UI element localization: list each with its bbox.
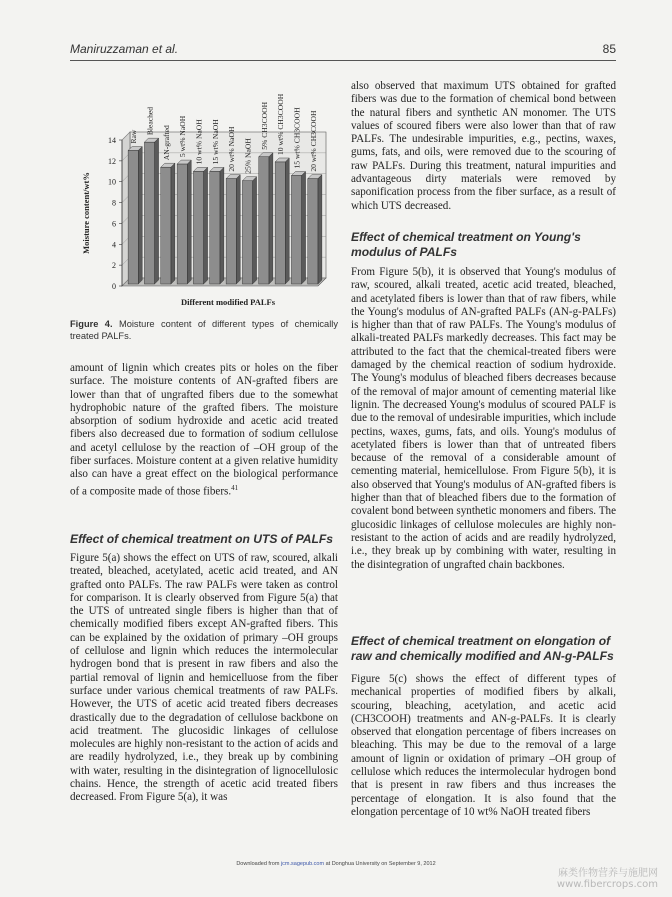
right-paragraph-2: From Figure 5(b), it is observed that Young's modulus of raw, scoured, alkali treated, acetic acid treated, bleached, and acetylated fibers is lower than that of raw fibers, while the Young's modulus of AN-grafted PALFs (AN-g-PALFs) is higher than that of raw PALFs. The Young's modulus of alkali-treated PALFs markedly decreases. This fact may be attributed to the fact that the chemical-treated fibers were damaged by the chemical reaction of sodium hydroxide. The Young's modulus of bleached fibers decreases because of the removal of major amount of cementing material like lignin. The decreased Young's modulus of scoured PALF is due to the removal of undesirable impurities, which include pectins, waxes, gums, fats, and oils. Young's modulus of acetylated fibers is lower than that of untreated fibers because of the removal of a considerable amount of cementing material, hemicellulose. From Figure 5(b), it is also observed that Young's modulus of AN-grafted fibers is higher than that of bleached fibers due to the formation of covalent bond between synthetic monomers and fibers. The glucosidic linkages of cellulose molecules are highly non-resistant to the action of acids and are readily hydrolyzed, i.e., they break up by combining with water, resulting in the disintegration of ungrafted chain backbones. bbox=[351, 266, 616, 571]
left-column bbox=[70, 362, 338, 499]
bar bbox=[275, 162, 285, 284]
figure-caption bbox=[70, 318, 338, 342]
bar bbox=[242, 181, 252, 284]
section-heading-elongation: Effect of chemical treatment on elongation of raw and chemically modified and AN-g-PALFs bbox=[351, 634, 614, 663]
citation-41: 41 bbox=[231, 483, 239, 492]
category-label: 5 wt% NaOH bbox=[178, 115, 188, 158]
header-rule bbox=[70, 60, 616, 61]
bar-side bbox=[269, 153, 273, 284]
right-paragraph-3: Figure 5(c) shows the effect of different types of mechanical properties of modified fibers by alkali, scouring, bleaching, acetylation, and acetic acid (CH3COOH) treatments and AN-g-PALFs. It is clearly observed that elongation percentage of fibers increases on bleaching. This may be due to the removal of a large amount of lignin or oxidation of primary –OH group of cellulose which reduces the intermolecular hydrogen bond that is present in raw fibers and thus increases the percentage of elongation. It is also found that the elongation percentage of 10 wt% NaOH treated fibers bbox=[351, 673, 616, 818]
category-label: AN-grafted bbox=[161, 125, 171, 161]
y-tick-label: 2 bbox=[112, 261, 116, 271]
right-column-3 bbox=[351, 673, 616, 819]
category-label: Raw bbox=[129, 129, 139, 144]
category-label: 10 wt% CH3COOH bbox=[276, 93, 286, 155]
bar-side bbox=[138, 147, 142, 284]
category-label: 15 wt% CH3COOH bbox=[292, 107, 302, 169]
y-tick-label: 12 bbox=[108, 156, 116, 166]
running-head-author: Maniruzzaman et al. bbox=[70, 42, 179, 56]
watermark bbox=[557, 868, 658, 890]
y-tick-label: 4 bbox=[112, 240, 116, 250]
category-label: 5% CH3COOH bbox=[259, 101, 269, 150]
bar-side bbox=[318, 175, 322, 284]
y-axis-title: Moisture content/wt% bbox=[81, 172, 91, 254]
bar bbox=[291, 176, 301, 284]
category-label: 10 wt% NaOH bbox=[194, 119, 204, 165]
category-label: 15 wt% NaOH bbox=[210, 119, 220, 165]
bar-side bbox=[171, 163, 175, 284]
page-number: 85 bbox=[602, 42, 616, 56]
category-label: Bleached bbox=[145, 106, 155, 136]
bar-side bbox=[285, 158, 289, 284]
right-column bbox=[351, 80, 616, 213]
bar-side bbox=[220, 167, 224, 284]
bar bbox=[193, 171, 203, 284]
x-axis-title: Different modified PALFs bbox=[180, 297, 276, 307]
bar-side bbox=[187, 160, 191, 284]
download-footer: Downloaded from jcm.sagepub.com at Donghua University on September 9, 2012 bbox=[236, 861, 436, 867]
y-tick-label: 10 bbox=[108, 177, 116, 187]
y-tick-label: 6 bbox=[112, 219, 116, 229]
bar bbox=[177, 164, 187, 284]
category-label: 20 wt% NaOH bbox=[227, 126, 237, 172]
section-heading-youngs-modulus: Effect of chemical treatment on Young's modulus of PALFs bbox=[351, 230, 581, 259]
left-paragraph-1: amount of lignin which creates pits or holes on the fiber surface. The moisture contents of AN-grafted fibers are lower than that of ungrafted fibers due to the somewhat hydrophobic nature of the grafted fibers. The moisture absorption of sodium hydroxide and acetic acid treated fibers also decreased due to formation of sodium cellulose and acetyl cellulose by the reaction of –OH group of the fiber surfaces. Moisture content at a given relative humidity also can have a great effect on the biological performance of a composite made of those fibers.$^{41}$ bbox=[70, 362, 338, 498]
bar-side bbox=[253, 177, 257, 284]
y-tick-label: 8 bbox=[112, 198, 116, 208]
bar bbox=[259, 157, 269, 284]
bar bbox=[128, 151, 138, 284]
bar bbox=[308, 179, 318, 284]
y-tick-label: 0 bbox=[112, 282, 116, 291]
left-column-2 bbox=[70, 552, 338, 805]
bar bbox=[144, 142, 154, 284]
bar-side bbox=[155, 138, 159, 284]
figure-caption-label: Figure 4. bbox=[70, 319, 113, 329]
bar-side bbox=[236, 175, 240, 284]
y-tick-label: 14 bbox=[108, 136, 116, 145]
right-column-2 bbox=[351, 266, 616, 572]
category-label: 20 wt% CH3COOH bbox=[308, 110, 318, 172]
moisture-bar-chart bbox=[78, 70, 338, 314]
bar bbox=[210, 171, 220, 284]
bar bbox=[161, 167, 171, 284]
watermark-line-2: www.fibercrops.com bbox=[556, 879, 658, 890]
bar-side bbox=[204, 167, 208, 284]
right-paragraph-1: also observed that maximum UTS obtained for grafted fibers was due to the formation of chemical bond between the natural fibers and synthetic AN monomer. The UTS values of scoured fibers were also lower than that of raw PALFs. The undesirable impurities, e.g., pectins, waxes, gums, fats, and oils, were removed due to the scouring of raw PALFs. During this treatment, natural impurities and advantageous dirty materials were removed by saponification process from the fiber surface, as a result of which UTS decreased. bbox=[351, 80, 616, 212]
category-label: 25% NaOH bbox=[243, 138, 253, 174]
journal-link[interactable]: jcm.sagepub.com bbox=[280, 861, 325, 867]
left-paragraph-2: Figure 5(a) shows the effect on UTS of raw, scoured, alkali treated, bleached, acetylated, acetic acid treated, and AN grafted onto PALFs. The raw PALFs were taken as control for comparison. It is clearly observed from Figure 5(a) that the UTS of untreated single fibers is higher than that of chemically modified fibers except AN-grafted fibers. This can be explained by the oxidation of primary –OH groups of cellulose and lignin which reduces the intermolecular hydrogen bond that is present in raw fibers and also the partial removal of lignin and hemicelluose from the fiber surface under various chemical treatments of raw PALFs. However, the UTS of acetic acid treated fibers decreases drastically due to the degradation of cellulose backbone on acid treatment. The glucosidic linkages of cellulose molecules are highly non-resistant to the action of acids and are readily hydrolyzed, i.e., they break up by combining with water, resulting in the disintegration of lignocellulosic chains. Hence, the strength of acetic acid treated fibers decreased. From Figure 5(a), it was bbox=[70, 552, 338, 804]
section-heading-uts: Effect of chemical treatment on UTS of PALFs bbox=[70, 532, 333, 546]
figure-caption-text: Moisture content of different types of chemically treated PALFs. bbox=[70, 319, 338, 341]
bar bbox=[226, 179, 236, 284]
watermark-line-1: 麻类作物营养与施肥网 bbox=[558, 868, 658, 879]
bar-side bbox=[302, 172, 306, 284]
